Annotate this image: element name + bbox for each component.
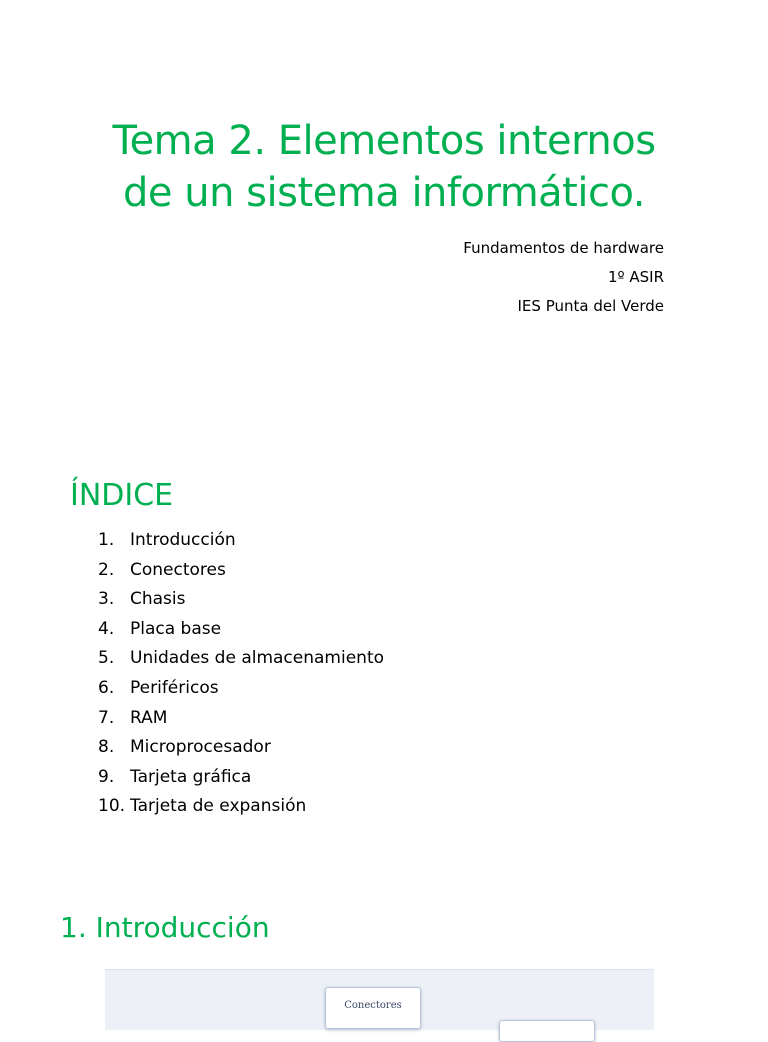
- index-item: [98, 704, 384, 734]
- index-item-number: 3.: [98, 589, 115, 610]
- subtitle-school: IES Punta del Verde: [517, 297, 664, 315]
- index-item-number: 1.: [98, 530, 115, 550]
- index-item-label: Unidades de almacenamiento: [130, 648, 385, 669]
- index-item-label: Tarjeta gráfica: [130, 766, 252, 787]
- index-item-number: 5.: [98, 648, 115, 669]
- index-item-label: Conectores: [130, 559, 226, 580]
- index-list: [98, 526, 384, 822]
- index-item-label: Placa base: [130, 618, 222, 639]
- index-item-number: 10.: [98, 796, 126, 817]
- index-item: [98, 526, 384, 556]
- main-title-line-1: Tema 2. Elementos internos: [112, 118, 656, 164]
- index-slide: [0, 440, 768, 880]
- index-item-label: Microprocesador: [130, 737, 271, 758]
- index-item-number: 6.: [98, 677, 115, 698]
- index-item-label: Chasis: [130, 589, 186, 610]
- subtitle-grade: 1º ASIR: [607, 268, 664, 286]
- intro-diagram: [105, 969, 654, 1030]
- index-item: [98, 556, 384, 586]
- diagram-box: [499, 1020, 595, 1042]
- main-title-line-2: de un sistema informático.: [123, 170, 645, 216]
- index-item-number: 7.: [98, 707, 115, 728]
- index-item-label: Tarjeta de expansión: [130, 796, 307, 817]
- index-heading: ÍNDICE: [70, 478, 174, 513]
- index-item: [98, 792, 384, 822]
- index-item: [98, 644, 384, 674]
- index-item: [98, 585, 384, 615]
- index-item: [98, 674, 384, 704]
- index-item-label: RAM: [130, 707, 168, 728]
- index-item: [98, 615, 384, 645]
- index-item-number: 4.: [98, 618, 115, 639]
- intro-heading: 1. Introducción: [60, 911, 270, 944]
- index-item: [98, 763, 384, 793]
- intro-slide: [0, 880, 768, 1024]
- title-slide: [0, 0, 768, 440]
- diagram-box-conectores: Conectores: [325, 987, 421, 1029]
- index-item-label: Introducción: [130, 530, 236, 550]
- index-item-number: 8.: [98, 737, 115, 758]
- subtitle-course: Fundamentos de hardware: [463, 239, 664, 257]
- subtitle-block: [463, 234, 664, 321]
- main-title: [0, 115, 768, 219]
- index-item-label: Periféricos: [130, 677, 219, 698]
- index-item-number: 9.: [98, 766, 115, 787]
- index-item: [98, 733, 384, 763]
- index-item-number: 2.: [98, 559, 115, 580]
